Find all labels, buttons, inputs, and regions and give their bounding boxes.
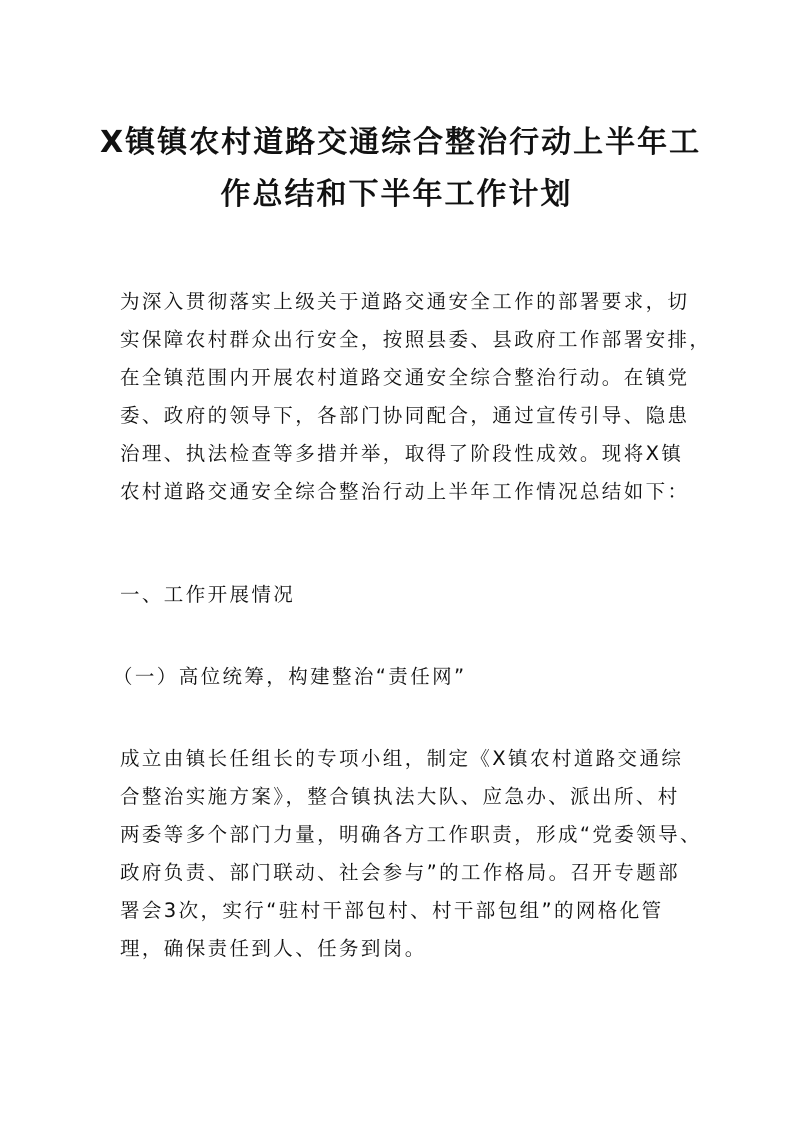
body-line: 政府负责、部门联动、社会参与”的工作格局。召开专题部	[120, 861, 681, 884]
document-title-line-1: X镇镇农村道路交通综合整治行动上半年工	[100, 125, 702, 160]
intro-paragraph	[120, 283, 712, 511]
document-title-line-2: 作总结和下半年工作计划	[220, 177, 573, 212]
body-line: 两委等多个部门力量，明确各方工作职责，形成“党委领导、	[120, 823, 702, 846]
body-line: 合整治实施方案》，整合镇执法大队、应急办、派出所、村	[120, 785, 680, 808]
intro-line: 治理、执法检查等多措并举，取得了阶段性成效。现将X镇	[120, 442, 684, 465]
intro-line: 委、政府的领导下，各部门协同配合，通过宣传引导、隐患	[120, 404, 690, 427]
body-paragraph	[120, 740, 702, 968]
subsection-heading: （一）高位统筹，构建整治“责任网”	[113, 665, 467, 688]
intro-line: 农村道路交通安全综合整治行动上半年工作情况总结如下：	[120, 480, 690, 503]
intro-line: 在全镇范围内开展农村道路交通安全综合整治行动。在镇党	[120, 366, 690, 389]
section-heading: 一、工作开展情况	[120, 583, 296, 606]
intro-line: 为深入贯彻落实上级关于道路交通安全工作的部署要求，切	[120, 290, 690, 313]
body-line: 理，确保责任到人、任务到岗。	[120, 937, 427, 960]
intro-line: 实保障农村群众出行安全，按照县委、县政府工作部署安排，	[120, 328, 712, 351]
body-line: 成立由镇长任组长的专项小组，制定《X镇农村道路交通综	[120, 747, 684, 770]
body-line: 署会3次，实行“驻村干部包村、村干部包组”的网格化管	[120, 899, 664, 922]
